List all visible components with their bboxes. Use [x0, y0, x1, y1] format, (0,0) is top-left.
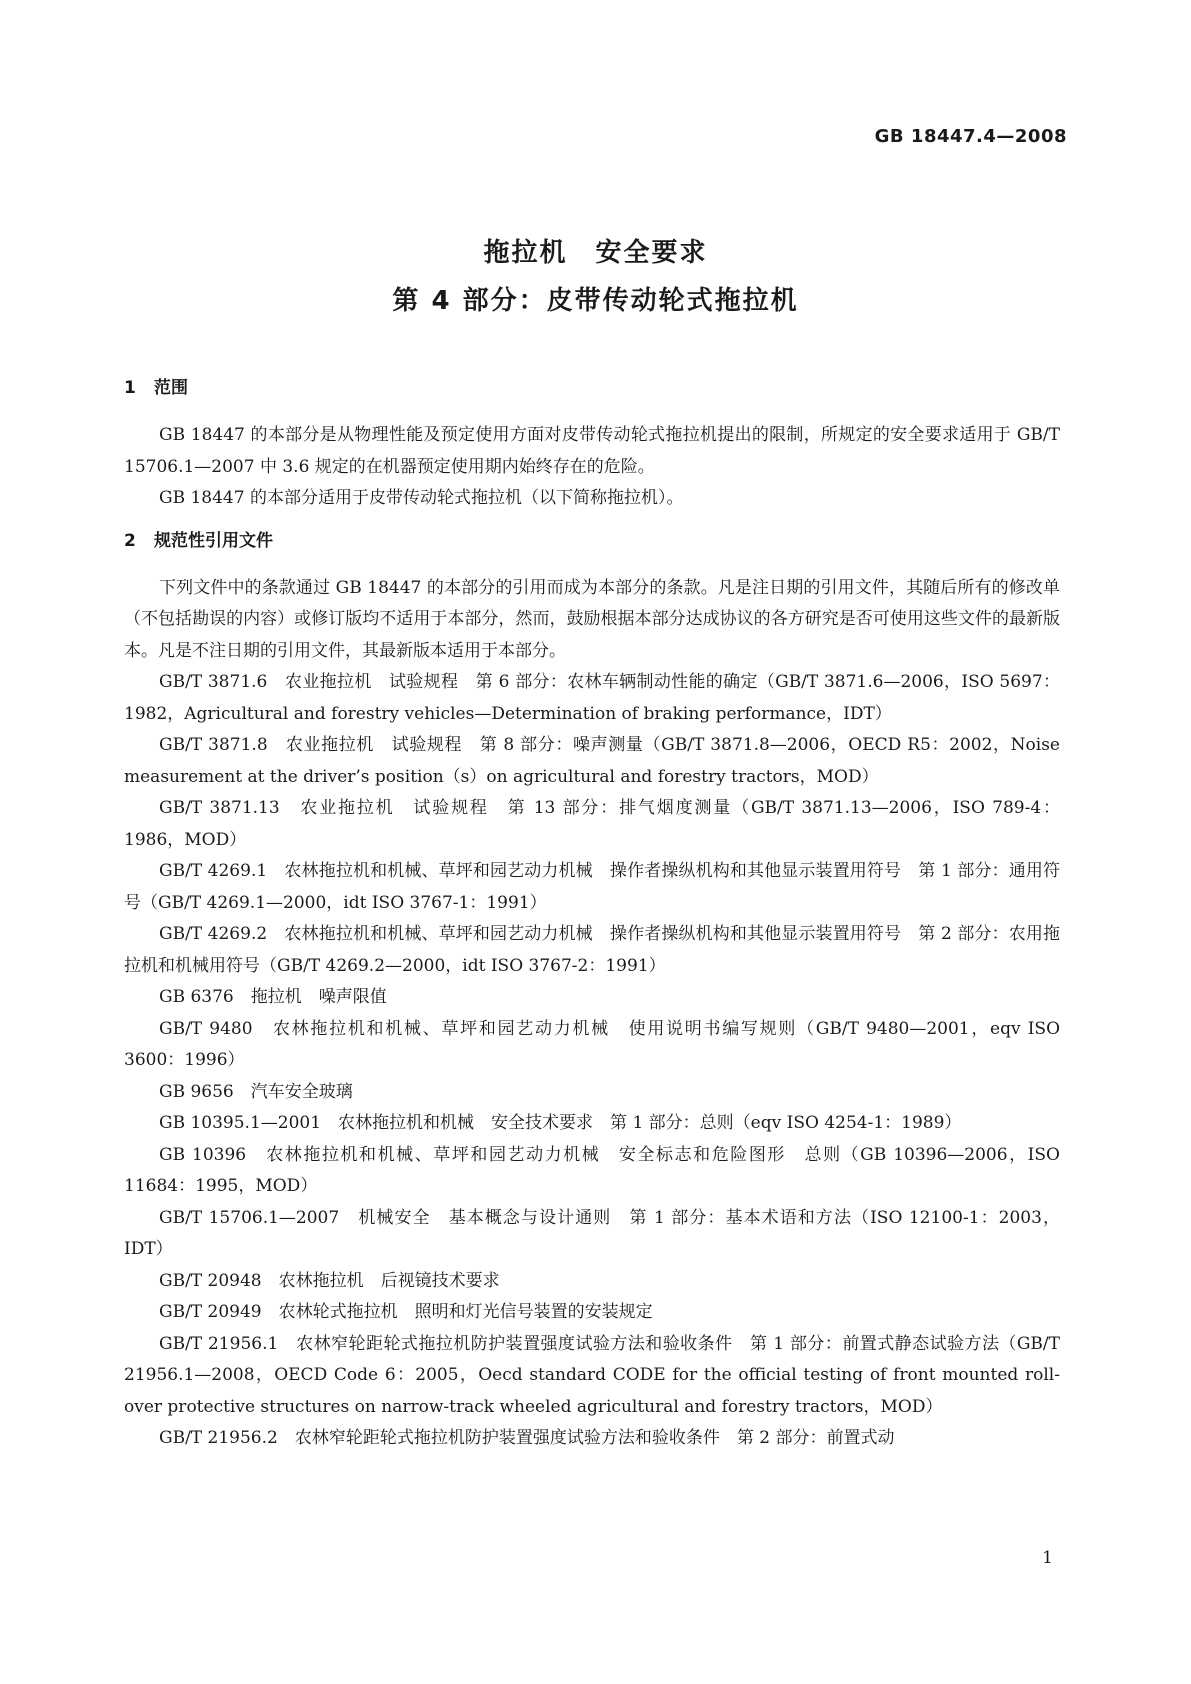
document-title: 拖拉机 安全要求 — [483, 238, 708, 268]
paragraph: GB 18447 的本部分是从物理性能及预定使用方面对皮带传动轮式拖拉机提出的限制，所规定的安全要求适用于 GB/T 15706.1—2007 中 3.6 规定的在机器预定使用期内始终存在的危险。 — [124, 425, 1060, 477]
document-body — [124, 376, 1060, 1455]
reference-item: GB/T 21956.2 农林窄轮距轮式拖拉机防护装置强度试验方法和验收条件 第 2 部分：前置式动 — [159, 1428, 895, 1448]
reference-item: GB/T 20949 农林轮式拖拉机 照明和灯光信号装置的安装规定 — [159, 1302, 653, 1322]
reference-item: GB/T 20948 农林拖拉机 后视镜技术要求 — [159, 1270, 500, 1291]
reference-item: GB/T 3871.6 农业拖拉机 试验规程 第 6 部分：农林车辆制动性能的确定（GB/T 3871.6—2006，ISO 5697：1982，Agricultural and forestry vehicles—Determination of braking performance，IDT） — [124, 672, 1060, 724]
section-number: 1 — [124, 378, 136, 398]
reference-item: GB 10395.1—2001 农林拖拉机和机械 安全技术要求 第 1 部分：总则（eqv ISO 4254-1：1989） — [159, 1113, 962, 1133]
standard-code: GB 18447.4—2008 — [874, 126, 1067, 147]
reference-item: GB 6376 拖拉机 噪声限值 — [159, 987, 387, 1007]
reference-item: GB/T 3871.8 农业拖拉机 试验规程 第 8 部分：噪声测量（GB/T 3871.8—2006，OECD R5：2002，Noise measurement at the driver’s position（s）on agricultural and forestry tractors，MOD） — [124, 735, 1060, 787]
page-number: 1 — [1042, 1548, 1053, 1568]
section-heading-normative-references — [124, 529, 1060, 553]
section-title: 范围 — [154, 378, 188, 398]
section-title: 规范性引用文件 — [154, 530, 273, 551]
section-number: 2 — [124, 530, 136, 551]
reference-item: GB 10396 农林拖拉机和机械、草坪和园艺动力机械 安全标志和危险图形 总则（GB 10396—2006，ISO 11684：1995，MOD） — [124, 1144, 1060, 1196]
reference-item: GB/T 3871.13 农业拖拉机 试验规程 第 13 部分：排气烟度测量（GB/T 3871.13—2006，ISO 789-4：1986，MOD） — [124, 798, 1060, 850]
reference-item: GB/T 21956.1 农林窄轮距轮式拖拉机防护装置强度试验方法和验收条件 第 1 部分：前置式静态试验方法（GB/T 21956.1—2008，OECD Code 6：2005，Oecd standard CODE for the official testing of front mounted roll-over protective structures on narrow-track wheeled agricultural and forestry tractors，MOD） — [124, 1333, 1060, 1417]
document-subtitle: 第 4 部分：皮带传动轮式拖拉机 — [392, 286, 799, 316]
section-heading-scope — [124, 376, 1060, 400]
reference-item: GB 9656 汽车安全玻璃 — [159, 1081, 353, 1102]
paragraph: GB 18447 的本部分适用于皮带传动轮式拖拉机（以下简称拖拉机）。 — [159, 488, 684, 508]
reference-item: GB/T 15706.1—2007 机械安全 基本概念与设计通则 第 1 部分：基本术语和方法（ISO 12100-1：2003，IDT） — [124, 1207, 1060, 1259]
paragraph: 下列文件中的条款通过 GB 18447 的本部分的引用而成为本部分的条款。凡是注日期的引用文件，其随后所有的修改单（不包括勘误的内容）或修订版均不适用于本部分，然而，鼓励根据本部分达成协议的各方研究是否可使用这些文件的最新版本。凡是不注日期的引用文件，其最新版本适用于本部分。 — [124, 577, 1060, 661]
reference-item: GB/T 4269.1 农林拖拉机和机械、草坪和园艺动力机械 操作者操纵机构和其他显示装置用符号 第 1 部分：通用符号（GB/T 4269.1—2000，idt ISO 3767-1：1991） — [124, 861, 1060, 913]
reference-item: GB/T 4269.2 农林拖拉机和机械、草坪和园艺动力机械 操作者操纵机构和其他显示装置用符号 第 2 部分：农用拖拉机和机械用符号（GB/T 4269.2—2000，idt ISO 3767-2：1991） — [124, 924, 1060, 976]
reference-item: GB/T 9480 农林拖拉机和机械、草坪和园艺动力机械 使用说明书编写规则（GB/T 9480—2001，eqv ISO 3600：1996） — [124, 1018, 1060, 1070]
